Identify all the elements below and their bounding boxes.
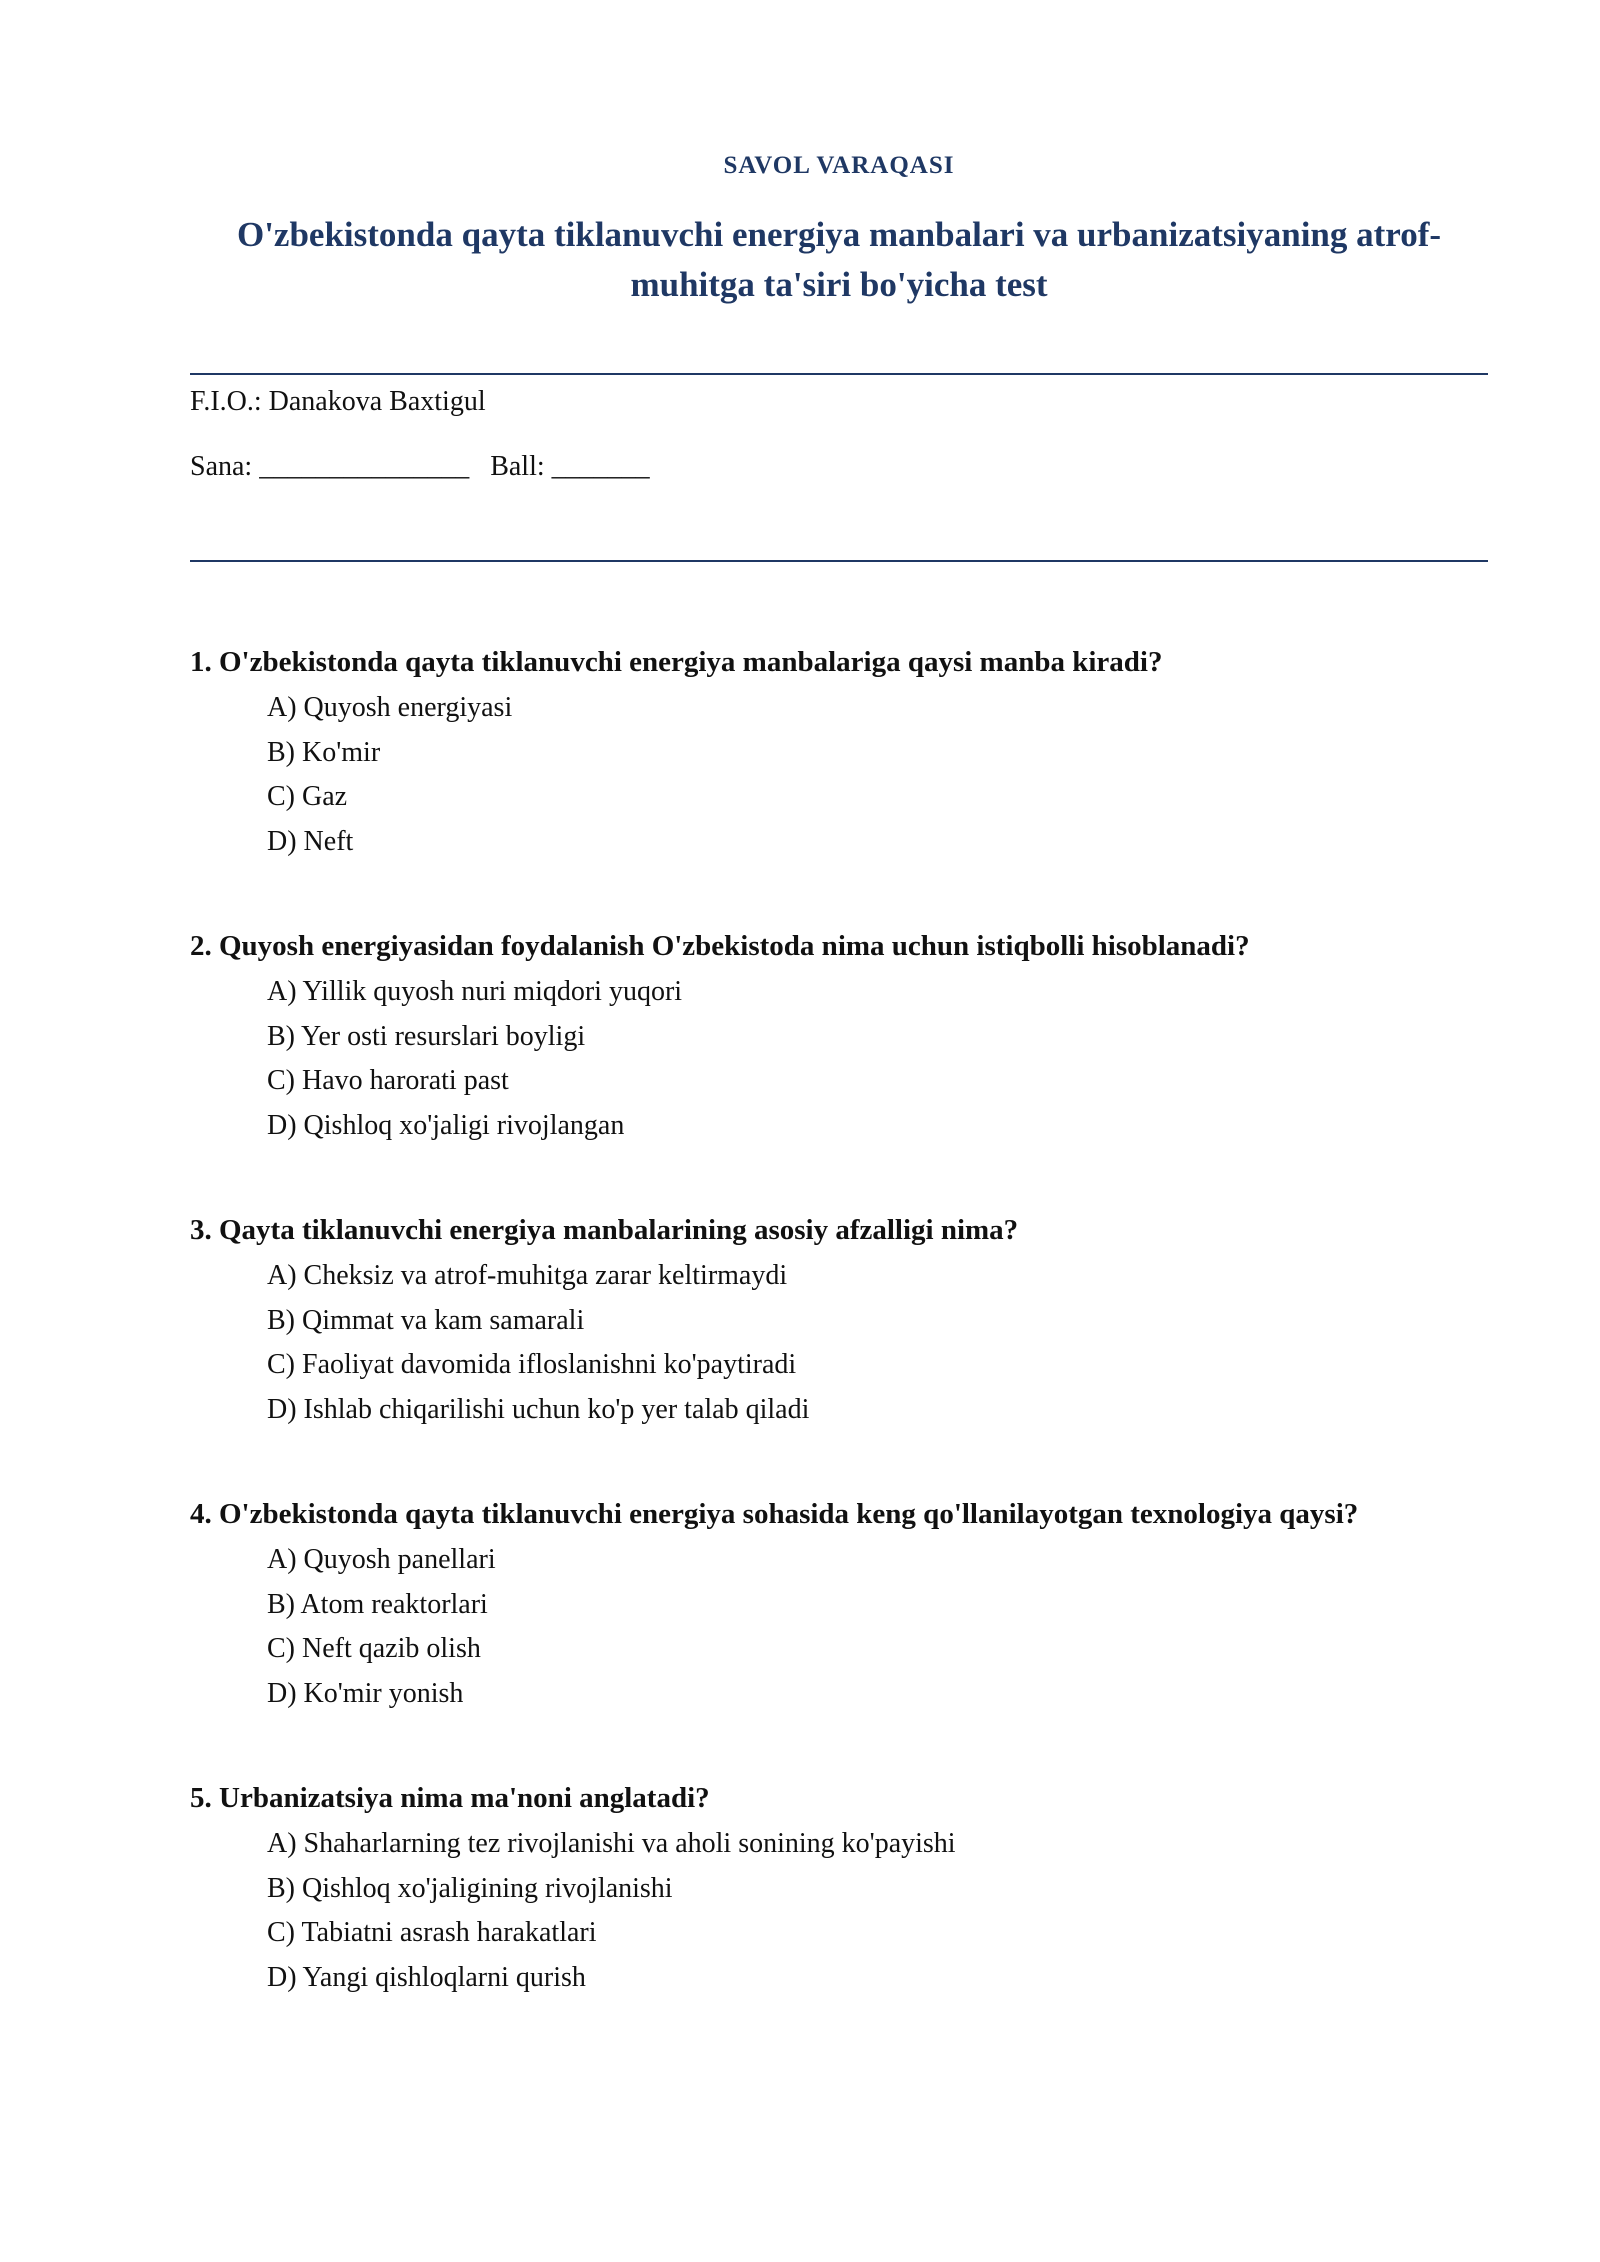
top-divider <box>190 373 1488 375</box>
page-title: O'zbekistonda qayta tiklanuvchi energiya manbalari va urbanizatsiyaning atrof-muhitga ta'siri bo'yicha test <box>236 215 1442 304</box>
question-text: 4. O'zbekistonda qayta tiklanuvchi energiya sohasida keng qo'llanilayotgan texnologiya qaysi? <box>190 1498 1359 1530</box>
option-a: A) Quyosh panellari <box>267 1544 496 1575</box>
option-b: B) Atom reaktorlari <box>267 1588 488 1620</box>
option-c: C) Gaz <box>267 781 348 812</box>
option-a: A) Shaharlarning tez rivojlanishi va aholi sonining ko'payishi <box>267 1828 956 1859</box>
option-c: C) Havo harorati past <box>267 1065 509 1096</box>
question-text: 5. Urbanizatsiya nima ma'noni anglatadi? <box>190 1782 710 1814</box>
option-b: B) Yer osti resurslari boyligi <box>267 1020 586 1052</box>
question-text: 2. Quyosh energiyasidan foydalanish O'zbekistoda nima uchun istiqbolli hisoblanadi? <box>190 930 1250 962</box>
option-d: D) Ko'mir yonish <box>267 1677 464 1709</box>
question-2 <box>190 924 1488 1148</box>
option-d: D) Ishlab chiqarilishi uchun ko'p yer talab qiladi <box>267 1393 810 1425</box>
option-c: C) Tabiatni asrash harakatlari <box>267 1917 597 1948</box>
question-5 <box>190 1776 1488 2000</box>
sheet-kicker: SAVOL VARAQASI <box>723 152 955 179</box>
option-list <box>190 1538 1488 1716</box>
option-list <box>190 1822 1488 2000</box>
option-a: A) Cheksiz va atrof-muhitga zarar keltirmaydi <box>267 1260 788 1291</box>
option-b: B) Qimmat va kam samarali <box>267 1304 585 1336</box>
option-b: B) Qishloq xo'jaligining rivojlanishi <box>267 1872 673 1904</box>
question-text: 3. Qayta tiklanuvchi energiya manbalarining asosiy afzalligi nima? <box>190 1214 1019 1246</box>
option-c: C) Faoliyat davomida ifloslanishni ko'paytiradi <box>267 1349 797 1380</box>
option-a: A) Yillik quyosh nuri miqdori yuqori <box>267 976 683 1007</box>
option-a: A) Quyosh energiyasi <box>267 692 513 723</box>
option-d: D) Qishloq xo'jaligi rivojlangan <box>267 1109 625 1141</box>
bottom-divider <box>190 560 1488 562</box>
question-list <box>190 640 1488 2060</box>
option-d: D) Yangi qishloqlarni qurish <box>267 1961 586 1993</box>
option-d: D) Neft <box>267 825 354 857</box>
option-list <box>190 686 1488 864</box>
option-list <box>190 1254 1488 1432</box>
student-name-line: F.I.O.: Danakova Baxtigul <box>190 386 486 417</box>
option-list <box>190 970 1488 1148</box>
question-4 <box>190 1492 1488 1716</box>
question-1 <box>190 640 1488 864</box>
date-score-line: Sana: _______________ Ball: _______ <box>190 451 650 482</box>
option-b: B) Ko'mir <box>267 736 381 768</box>
question-text: 1. O'zbekistonda qayta tiklanuvchi energiya manbalariga qaysi manba kiradi? <box>190 646 1163 678</box>
question-3 <box>190 1208 1488 1432</box>
option-c: C) Neft qazib olish <box>267 1633 481 1664</box>
